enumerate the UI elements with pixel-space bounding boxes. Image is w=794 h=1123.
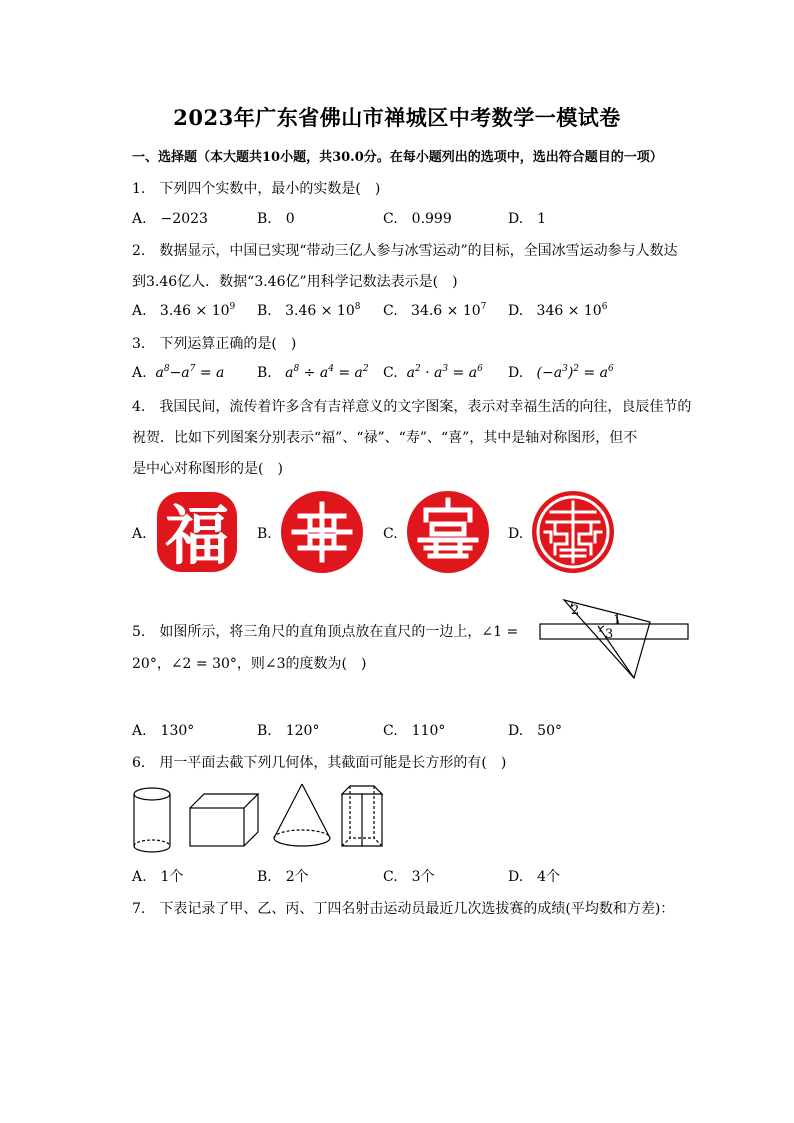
q2-option-c-label: C.: [383, 303, 398, 319]
q1-option-b: B. 0: [257, 211, 295, 227]
q3-option-b-label: B.: [257, 365, 272, 381]
q3-option-c-expr: $a^2 \cdot a^3 = a^6$: [406, 364, 483, 381]
q2-option-b-base: 3.46 × 10: [285, 303, 355, 319]
q3-option-c-label: C.: [383, 365, 398, 381]
q5-stem-line2: 20°，∠2 = 30°，则∠3的度数为( ): [132, 656, 367, 672]
q6-option-b: B. 2个: [257, 869, 309, 885]
q2-option-c-exp: 7: [480, 302, 487, 312]
q2-option-b-exp: 8: [354, 302, 361, 312]
angle-label-2: 2: [571, 603, 580, 618]
seal-shou-icon: [406, 490, 490, 574]
q2-option-a-base: 3.46 × 10: [159, 303, 230, 319]
q2-option-d: [508, 302, 607, 319]
cylinder-icon: [134, 788, 170, 852]
q2-option-a: [132, 302, 235, 319]
q4-option-d: D.: [508, 526, 524, 542]
q2-option-a-exp: 9: [229, 302, 236, 312]
triangle-inner-edge: [598, 626, 634, 678]
q5-option-a: A. 130°: [132, 723, 195, 739]
q1-option-c: C. 0.999: [383, 211, 452, 227]
q2-stem-line1: 2. 数据显示，中国已实现“带动三亿人参与冰雪运动”的目标，全国冰雪运动参与人数达: [132, 243, 678, 259]
q4-stem-line2: 祝贺．比如下列图案分别表示“福”、“禄”、“寿”、“喜”，其中是轴对称图形，但不: [132, 430, 638, 446]
section-heading: 一、选择题（本大题共10小题，共30.0分。在每小题列出的选项中，选出符合题目的一项）: [132, 150, 663, 165]
q3-option-a-label: A.: [132, 365, 147, 381]
angle-label-1: 1: [613, 613, 622, 628]
q5-ruler-triangle-figure: [538, 592, 694, 688]
q4-stem-line3: 是中心对称图形的是( ): [132, 461, 283, 477]
angle-label-3: 3: [605, 627, 614, 642]
exam-title: 2023年广东省佛山市禅城区中考数学一模试卷: [173, 105, 621, 130]
q6-option-a: A. 1个: [132, 869, 184, 885]
cone-icon: [274, 784, 330, 846]
q4-stem-line1: 4. 我国民间，流传着许多含有吉祥意义的文字图案，表示对幸福生活的向往，良辰佳节的: [132, 399, 692, 415]
q2-option-b: [257, 302, 360, 319]
q2-stem-line2: 到3.46亿人．数据“3.46亿”用科学记数法表示是( ): [132, 274, 458, 290]
q3-option-d: [508, 364, 614, 381]
q5-stem-line1: 5. 如图所示，将三角尺的直角顶点放在直尺的一边上，∠1 =: [132, 624, 519, 640]
q2-option-d-label: D.: [508, 303, 524, 319]
q3-option-c: [383, 364, 483, 381]
q3-option-b: [257, 364, 369, 381]
q5-option-d: D. 50°: [508, 723, 562, 739]
q6-option-c: C. 3个: [383, 869, 435, 885]
q3-option-d-label: D.: [508, 365, 524, 381]
q4-option-b: B.: [257, 526, 272, 542]
cuboid-icon: [190, 794, 258, 846]
seal-fu-char: 福: [165, 500, 229, 574]
q1-option-a: A. −2023: [132, 211, 208, 227]
q3-stem: 3. 下列运算正确的是( ): [132, 336, 297, 352]
q3-option-a-expr: $a^8-a^7 = a$: [155, 364, 225, 381]
q1-stem: 1. 下列四个实数中，最小的实数是( ): [132, 181, 381, 197]
q6-stem: 6. 用一平面去截下列几何体，其截面可能是长方形的有( ): [132, 755, 507, 771]
q3-option-b-expr: $a^8 \div a^4 = a^2$: [285, 364, 369, 381]
q3-option-d-expr: $(-a^3)^2 = a^6$: [536, 364, 614, 381]
q5-option-c: C. 110°: [383, 723, 446, 739]
prism-icon: [342, 786, 382, 846]
q4-option-a: A.: [132, 526, 147, 542]
q2-option-d-base: 346 × 10: [536, 303, 602, 319]
seal-lu-icon: [280, 490, 364, 574]
q2-option-c-base: 34.6 × 10: [411, 303, 481, 319]
q7-stem: 7. 下表记录了甲、乙、丙、丁四名射击运动员最近几次选拔赛的成绩(平均数和方差)：: [132, 901, 675, 917]
q2-option-c: [383, 302, 486, 319]
q2-option-b-label: B.: [257, 303, 272, 319]
q5-option-b: B. 120°: [257, 723, 320, 739]
q6-option-d: D. 4个: [508, 869, 561, 885]
q4-option-c: C.: [383, 526, 398, 542]
seal-xi-icon: [531, 490, 615, 574]
seal-fu-icon: [155, 490, 239, 574]
q2-option-d-exp: 6: [601, 302, 608, 312]
q2-option-a-label: A.: [132, 303, 147, 319]
q1-option-d: D. 1: [508, 211, 547, 227]
q3-option-a: [132, 364, 224, 381]
q6-solids-figure: [128, 780, 388, 860]
